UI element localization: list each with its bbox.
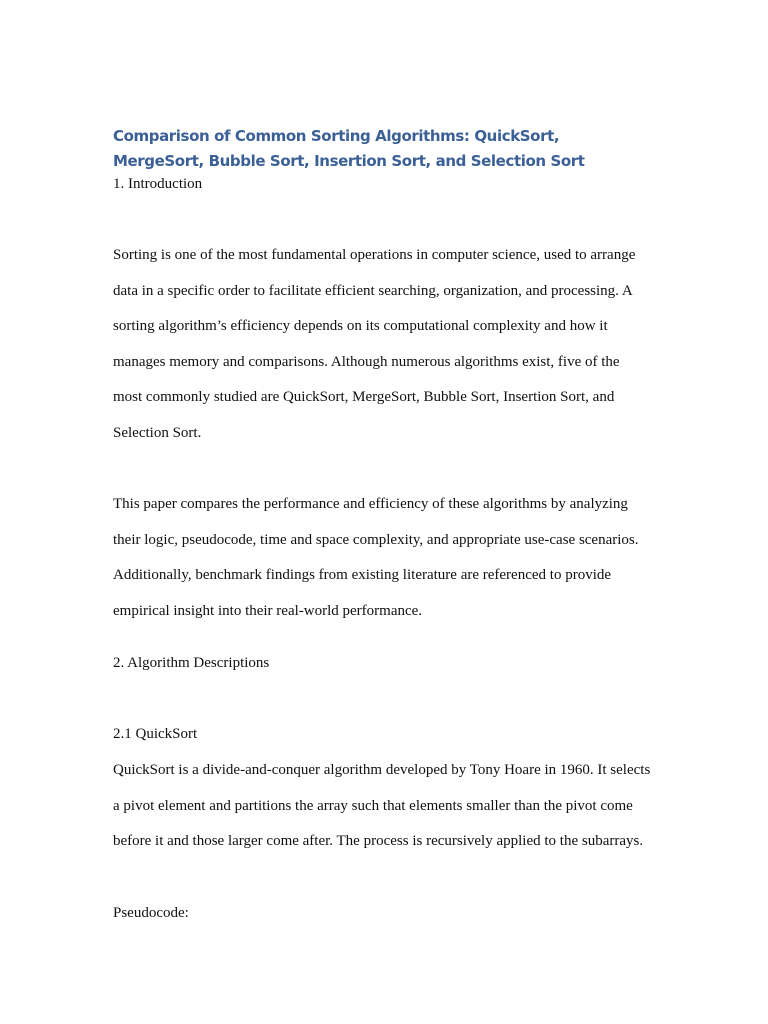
paragraph-line: data in a specific order to facilitate efficient searching, organization, and processing. A bbox=[113, 282, 633, 299]
paragraph-line: Additionally, benchmark findings from existing literature are referenced to provide bbox=[113, 567, 612, 584]
document-title: Comparison of Common Sorting Algorithms: QuickSort, MergeSort, Bubble Sort, Insertion Sort, and Selection Sort bbox=[113, 127, 585, 170]
paragraph-line: empirical insight into their real-world performance. bbox=[113, 602, 423, 619]
paragraph-line: Sorting is one of the most fundamental operations in computer science, used to arrange bbox=[113, 247, 636, 263]
subsection-heading-quicksort: 2.1 QuickSort bbox=[113, 726, 198, 742]
paragraph-line: manages memory and comparisons. Although numerous algorithms exist, five of the bbox=[113, 353, 620, 370]
paragraph-line: most commonly studied are QuickSort, MergeSort, Bubble Sort, Insertion Sort, and bbox=[113, 389, 615, 406]
section-heading-introduction: 1. Introduction bbox=[113, 176, 203, 192]
section-heading-algorithm-descriptions: 2. Algorithm Descriptions bbox=[113, 655, 270, 671]
paragraph-line: Selection Sort. bbox=[113, 424, 202, 441]
paragraph-line: sorting algorithm’s efficiency depends on its computational complexity and how it bbox=[113, 318, 608, 335]
quicksort-paragraph bbox=[113, 753, 673, 860]
paragraph-line: before it and those larger come after. The process is recursively applied to the subarrays. bbox=[113, 833, 644, 850]
paragraph-line: a pivot element and partitions the array such that elements smaller than the pivot come bbox=[113, 797, 633, 814]
pseudocode-label: Pseudocode: bbox=[113, 905, 189, 921]
paragraph-line: their logic, pseudocode, time and space complexity, and appropriate use-case scenarios. bbox=[113, 531, 639, 548]
paragraph-line: QuickSort is a divide-and-conquer algorithm developed by Tony Hoare in 1960. It selects bbox=[113, 762, 651, 778]
intro-paragraph-2 bbox=[113, 487, 673, 629]
intro-paragraph-1 bbox=[113, 238, 673, 452]
paragraph-line: This paper compares the performance and efficiency of these algorithms by analyzing bbox=[113, 496, 628, 512]
